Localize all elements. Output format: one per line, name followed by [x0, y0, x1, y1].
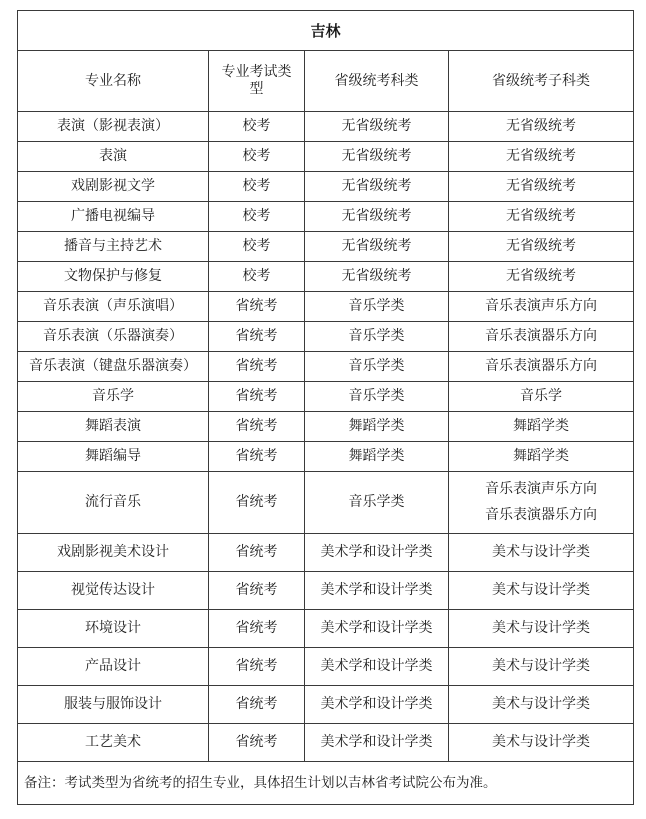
subcategory-line: 美术与设计学类	[492, 734, 590, 751]
table-row	[18, 322, 634, 352]
subcategory-line: 无省级统考	[506, 118, 576, 135]
table-row	[18, 686, 634, 724]
header-subcategory: 省级统考子科类	[449, 51, 634, 112]
subcategory-cell	[449, 472, 634, 534]
subcategory-line: 舞蹈学类	[513, 448, 569, 465]
subcategory-cell	[449, 382, 634, 412]
table-row	[18, 382, 634, 412]
header-category: 省级统考科类	[305, 51, 449, 112]
exam-type-cell: 省统考	[209, 724, 305, 762]
table-row	[18, 412, 634, 442]
major-name-cell: 表演（影视表演）	[18, 112, 209, 142]
major-name-cell: 音乐学	[18, 382, 209, 412]
header-exam-type	[209, 51, 305, 112]
major-name-cell: 服装与服饰设计	[18, 686, 209, 724]
major-name-cell: 音乐表演（乐器演奏）	[18, 322, 209, 352]
table-row	[18, 112, 634, 142]
exam-type-cell: 校考	[209, 262, 305, 292]
category-cell: 音乐学类	[305, 322, 449, 352]
major-name-cell: 广播电视编导	[18, 202, 209, 232]
subcategory-line: 音乐表演器乐方向	[485, 328, 597, 345]
exam-type-cell: 省统考	[209, 648, 305, 686]
subcategory-cell	[449, 112, 634, 142]
subcategory-cell	[449, 292, 634, 322]
subcategory-line: 无省级统考	[506, 208, 576, 225]
category-cell: 美术学和设计学类	[305, 572, 449, 610]
major-name-cell: 戏剧影视美术设计	[18, 534, 209, 572]
exam-type-cell: 省统考	[209, 292, 305, 322]
exam-type-cell: 省统考	[209, 472, 305, 534]
subcategory-line: 美术与设计学类	[492, 658, 590, 675]
major-name-cell: 舞蹈表演	[18, 412, 209, 442]
subcategory-line: 美术与设计学类	[492, 582, 590, 599]
subcategory-line: 音乐表演声乐方向	[485, 480, 597, 497]
major-name-cell: 音乐表演（声乐演唱）	[18, 292, 209, 322]
subcategory-line: 音乐表演器乐方向	[485, 506, 597, 523]
table-row	[18, 202, 634, 232]
subcategory-cell	[449, 172, 634, 202]
category-cell: 美术学和设计学类	[305, 724, 449, 762]
category-cell: 音乐学类	[305, 352, 449, 382]
exam-type-cell: 省统考	[209, 352, 305, 382]
exam-type-cell: 省统考	[209, 322, 305, 352]
major-name-cell: 播音与主持艺术	[18, 232, 209, 262]
table-row	[18, 648, 634, 686]
subcategory-line: 无省级统考	[506, 148, 576, 165]
major-name-cell: 流行音乐	[18, 472, 209, 534]
subcategory-cell	[449, 724, 634, 762]
subcategory-line: 美术与设计学类	[492, 620, 590, 637]
subcategory-cell	[449, 262, 634, 292]
category-cell: 音乐学类	[305, 382, 449, 412]
exam-type-cell: 省统考	[209, 572, 305, 610]
category-cell: 音乐学类	[305, 472, 449, 534]
table-title: 吉林	[18, 11, 634, 51]
category-cell: 无省级统考	[305, 112, 449, 142]
table-row	[18, 172, 634, 202]
category-cell: 无省级统考	[305, 142, 449, 172]
subcategory-cell	[449, 412, 634, 442]
major-name-cell: 音乐表演（键盘乐器演奏）	[18, 352, 209, 382]
category-cell: 无省级统考	[305, 262, 449, 292]
table-row	[18, 724, 634, 762]
subcategory-cell	[449, 232, 634, 262]
major-name-cell: 舞蹈编导	[18, 442, 209, 472]
category-cell: 无省级统考	[305, 202, 449, 232]
table-row	[18, 472, 634, 534]
exam-type-cell: 省统考	[209, 534, 305, 572]
subcategory-cell	[449, 648, 634, 686]
table-row	[18, 534, 634, 572]
major-name-cell: 文物保护与修复	[18, 262, 209, 292]
subcategory-line: 音乐学	[520, 388, 562, 405]
subcategory-line: 无省级统考	[506, 238, 576, 255]
subcategory-cell	[449, 142, 634, 172]
exam-type-cell: 校考	[209, 202, 305, 232]
subcategory-cell	[449, 442, 634, 472]
category-cell: 无省级统考	[305, 172, 449, 202]
category-cell: 舞蹈学类	[305, 442, 449, 472]
exam-type-cell: 省统考	[209, 686, 305, 724]
subcategory-line: 无省级统考	[506, 268, 576, 285]
major-name-cell: 环境设计	[18, 610, 209, 648]
category-cell: 无省级统考	[305, 232, 449, 262]
table-row	[18, 610, 634, 648]
table-row	[18, 442, 634, 472]
category-cell: 美术学和设计学类	[305, 686, 449, 724]
exam-type-cell: 省统考	[209, 442, 305, 472]
major-name-cell: 产品设计	[18, 648, 209, 686]
subcategory-line: 无省级统考	[506, 178, 576, 195]
subcategory-cell	[449, 686, 634, 724]
header-exam-type-line1: 专业考试类	[221, 64, 292, 81]
subcategory-line: 美术与设计学类	[492, 544, 590, 561]
subcategory-line: 舞蹈学类	[513, 418, 569, 435]
category-cell: 音乐学类	[305, 292, 449, 322]
table-row	[18, 292, 634, 322]
subcategory-cell	[449, 572, 634, 610]
major-name-cell: 工艺美术	[18, 724, 209, 762]
major-name-cell: 戏剧影视文学	[18, 172, 209, 202]
table-body	[18, 112, 634, 762]
category-cell: 舞蹈学类	[305, 412, 449, 442]
subcategory-cell	[449, 610, 634, 648]
subcategory-line: 音乐表演器乐方向	[485, 358, 597, 375]
table-row	[18, 352, 634, 382]
exam-type-cell: 省统考	[209, 412, 305, 442]
category-cell: 美术学和设计学类	[305, 648, 449, 686]
table-row	[18, 572, 634, 610]
table-row	[18, 142, 634, 172]
table-row	[18, 232, 634, 262]
exam-type-cell: 校考	[209, 112, 305, 142]
header-exam-type-line2: 型	[249, 81, 264, 97]
subcategory-cell	[449, 202, 634, 232]
exam-type-cell: 校考	[209, 142, 305, 172]
subcategory-line: 音乐表演声乐方向	[485, 298, 597, 315]
exam-type-cell: 省统考	[209, 382, 305, 412]
header-major-name: 专业名称	[18, 51, 209, 112]
subcategory-cell	[449, 534, 634, 572]
category-cell: 美术学和设计学类	[305, 534, 449, 572]
subcategory-cell	[449, 352, 634, 382]
exam-type-cell: 省统考	[209, 610, 305, 648]
major-name-cell: 视觉传达设计	[18, 572, 209, 610]
admission-table	[17, 10, 634, 805]
table-note: 备注：考试类型为省统考的招生专业，具体招生计划以吉林省考试院公布为准。	[18, 762, 634, 805]
major-name-cell: 表演	[18, 142, 209, 172]
table-row	[18, 262, 634, 292]
category-cell: 美术学和设计学类	[305, 610, 449, 648]
exam-type-cell: 校考	[209, 172, 305, 202]
subcategory-line: 美术与设计学类	[492, 696, 590, 713]
subcategory-cell	[449, 322, 634, 352]
exam-type-cell: 校考	[209, 232, 305, 262]
